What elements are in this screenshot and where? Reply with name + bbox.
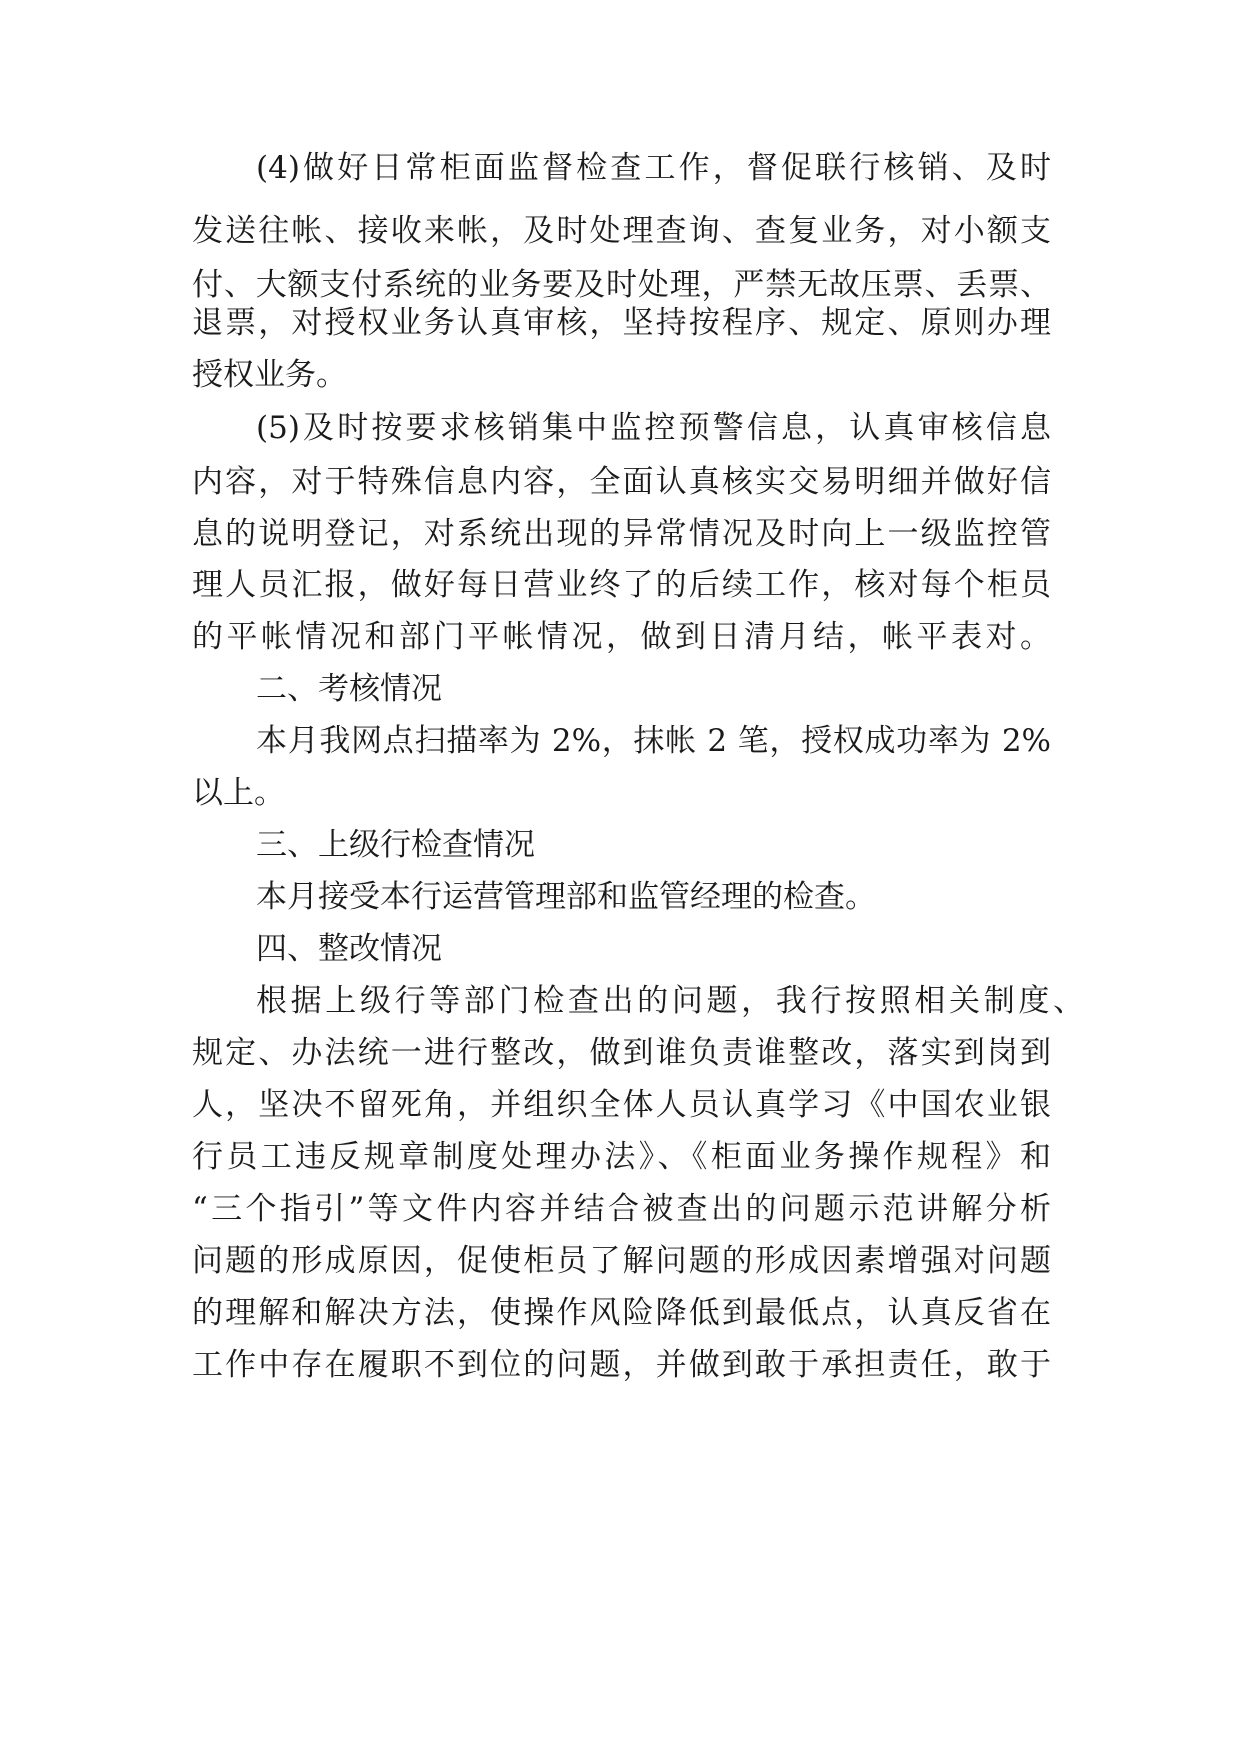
paragraph-4-line-2: 发送往帐、接收来帐，及时处理查询、查复业务，对小额支 [192, 213, 1051, 249]
rectification-line-3: 人，坚决不留死角，并组织全体人员认真学习《中国农业银 [192, 1087, 1051, 1123]
section-heading-rectification: 四、整改情况 [256, 931, 442, 967]
rectification-line-8: 工作中存在履职不到位的问题，并做到敢于承担责任，敢于 [192, 1347, 1051, 1383]
inspection-text: 本月接受本行运营管理部和监管经理的检查。 [256, 879, 876, 915]
rectification-line-4: 行员工违反规章制度处理办法》、《柜面业务操作规程》和 [192, 1139, 1051, 1175]
rectification-line-6: 问题的形成原因，促使柜员了解问题的形成因素增强对问题 [192, 1243, 1051, 1279]
paragraph-4-line-5: 授权业务。 [192, 357, 347, 393]
section-heading-inspection: 三、上级行检查情况 [256, 827, 535, 863]
paragraph-4-line-1: (4)做好日常柜面监督检查工作，督促联行核销、及时 [256, 150, 1051, 186]
paragraph-5-line-2: 内容，对于特殊信息内容，全面认真核实交易明细并做好信 [192, 464, 1051, 500]
rectification-line-2: 规定、办法统一进行整改，做到谁负责谁整改，落实到岗到 [192, 1035, 1051, 1071]
rectification-line-7: 的理解和解决方法，使操作风险降低到最低点，认真反省在 [192, 1295, 1051, 1331]
section-heading-assessment: 二、考核情况 [256, 671, 442, 707]
rectification-line-1: 根据上级行等部门检查出的问题，我行按照相关制度、 [256, 983, 1084, 1019]
rectification-line-5: “三个指引”等文件内容并结合被查出的问题示范讲解分析 [192, 1191, 1051, 1227]
paragraph-4-line-3: 付、大额支付系统的业务要及时处理，严禁无故压票、丢票、 [192, 267, 1051, 303]
paragraph-5-line-3: 息的说明登记，对系统出现的异常情况及时向上一级监控管 [192, 516, 1051, 552]
paragraph-5-line-1: (5)及时按要求核销集中监控预警信息，认真审核信息 [256, 410, 1051, 446]
paragraph-5-line-4: 理人员汇报，做好每日营业终了的后续工作，核对每个柜员 [192, 567, 1051, 603]
paragraph-5-line-5: 的平帐情况和部门平帐情况，做到日清月结，帐平表对。 [192, 619, 1051, 655]
assessment-line-1: 本月我网点扫描率为 2%，抹帐 2 笔，授权成功率为 2% [256, 723, 1051, 759]
paragraph-4-line-4: 退票，对授权业务认真审核，坚持按程序、规定、原则办理 [192, 305, 1051, 341]
assessment-line-2: 以上。 [192, 775, 285, 811]
